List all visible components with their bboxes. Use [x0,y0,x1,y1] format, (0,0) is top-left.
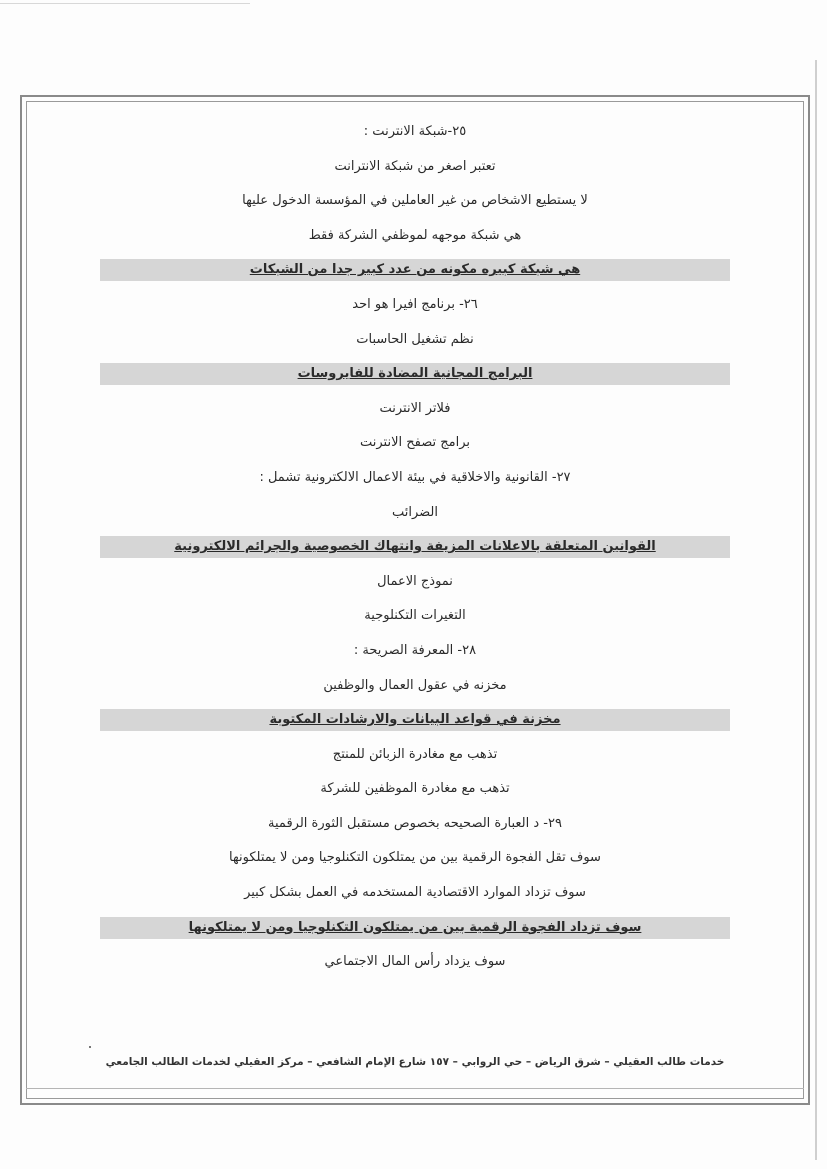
line-text: البرامج المجانية المضادة للفايروسات [297,366,533,382]
line-text: ٢٥-شبكة الانترنت : [363,124,467,139]
question-line [100,599,730,634]
question-line [100,669,730,704]
line-text: نموذج الاعمال [377,573,453,589]
question-line [100,115,730,150]
line-text: مخزنة في قواعد البيانات والارشادات المكتوبة [269,712,561,728]
question-line [100,392,730,427]
question-line [100,150,730,185]
line-text: نظم تشغيل الحاسبات [356,331,474,347]
scan-artifact-edge [815,60,817,1160]
correct-answer-line [100,917,730,939]
line-text: الضرائب [391,504,438,520]
correct-answer-line [100,536,730,558]
line-text: سوف تزداد الموارد الاقتصادية المستخدمه في العمل بشكل كبير [244,885,586,901]
line-text: سوف تقل الفجوة الرقمية بين من يمتلكون التكنلوجيا ومن لا يمتلكونها [229,850,601,866]
question-line [100,772,730,807]
question-line [100,945,730,980]
correct-answer-line [100,259,730,281]
line-text: برامج تصفح الانترنت [359,435,470,451]
line-text: مخزنه في عقول العمال والوظفين [323,677,507,693]
line-text: ٢٧- القانونية والاخلاقية في بيئة الاعمال الالكترونية تشمل : [259,469,571,485]
page-border-rule [26,1088,804,1089]
line-text: ٢٩- د العبارة الصحيحه بخصوص مستقبل الثورة الرقمية [268,815,562,831]
question-line [100,426,730,461]
correct-answer-line [100,363,730,385]
line-text: لا يستطيع الاشخاص من غير العاملين في المؤسسة الدخول عليها [242,193,588,209]
question-line [100,634,730,669]
question-line [100,288,730,323]
question-line [100,323,730,358]
line-text: تعتبر اصغر من شبكة الانترانت [334,158,496,174]
question-line [100,461,730,496]
question-line [100,496,730,531]
question-line [100,807,730,842]
question-line [100,219,730,254]
line-text: تذهب مع مغادرة الزبائن للمنتج [332,746,498,762]
question-line [100,184,730,219]
question-line [100,841,730,876]
line-text: فلاتر الانترنت [379,400,451,416]
correct-answer-line [100,709,730,731]
page-footer: خدمات طالب العقيلي – شرق الرياض – حي الروابي – ١٥٧ شارع الإمام الشافعي – مركز العقيلي لخدمات الطالب الجامعي [105,1056,725,1068]
line-text: ٢٨- المعرفة الصريحة : [353,642,477,658]
question-line [100,738,730,773]
line-text: سوف تزداد الفجوة الرقمية بين من يمتلكون التكنلوجيا ومن لا يمتلكونها [188,919,642,935]
scan-speck [89,1046,91,1048]
scan-artifact-line [0,3,250,4]
line-text: ٢٦- برنامج افيرا هو احد [352,296,478,312]
line-text: القوانين المتعلقة بالاعلانات المزيفة وانتهاك الخصوصية والجرائم الالكترونية [174,539,656,555]
line-text: سوف يزداد رأس المال الاجتماعي [324,954,506,970]
line-text: هي شبكة كبيره مكونه من عدد كبير جدا من الشبكات [249,262,581,278]
line-text: التغيرات التكنلوجية [364,608,466,624]
question-line [100,876,730,911]
question-line [100,565,730,600]
question-list [100,115,730,980]
line-text: تذهب مع مغادرة الموظفين للشركة [320,781,510,797]
line-text: هي شبكة موجهه لموظفي الشركة فقط [308,227,522,243]
